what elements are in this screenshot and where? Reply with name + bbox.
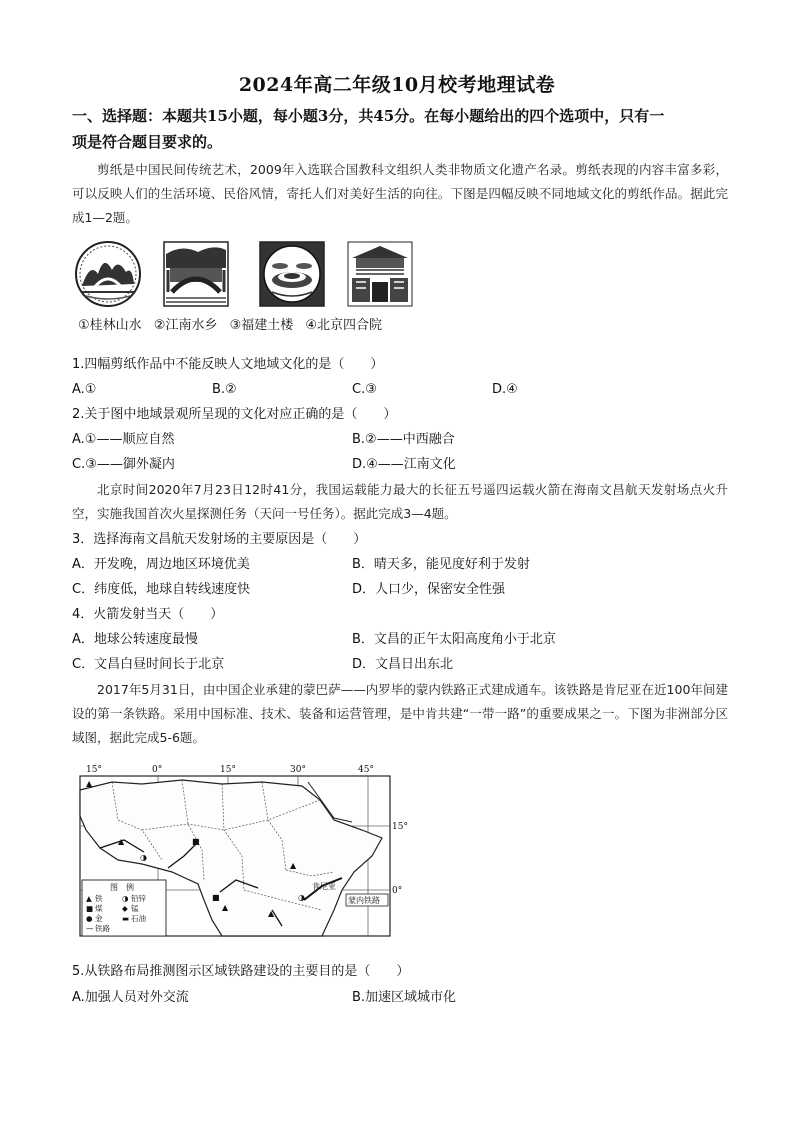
svg-text:▲: ▲	[86, 779, 93, 788]
q2-option-c[interactable]: C.③——御外凝内	[72, 457, 175, 472]
q4-option-a[interactable]: A．地球公转速度最慢	[72, 632, 198, 647]
q3-option-b[interactable]: B．晴天多，能见度好利于发射	[352, 557, 530, 572]
question-2-stem: 2.关于图中地域景观所呈现的文化对应正确的是（ ）	[72, 407, 397, 422]
q1-option-d[interactable]: D.④	[492, 382, 518, 397]
svg-text:—: —	[86, 924, 94, 933]
longitude-labels	[86, 765, 374, 775]
svg-text:◑: ◑	[122, 894, 129, 903]
q5-option-b[interactable]: B.加速区域城市化	[352, 990, 457, 1005]
q1-option-a[interactable]: A.①	[72, 382, 97, 397]
caption-guilin: ①桂林山水	[78, 318, 142, 333]
svg-text:铅锌: 铅锌	[131, 894, 146, 903]
svg-text:0°: 0°	[152, 765, 163, 775]
passage-papercut: 剪纸是中国民间传统艺术，2009年入选联合国教科文组织人类非物质文化遗产名录。剪纸表现的内容丰富多彩，可以反映人们的生活环境、民俗风情，寄托人们对美好生活的向往。下图是四幅反映不同地域文化的剪纸作品。据此完成1—2题。	[72, 162, 728, 225]
svg-text:铁: 铁	[95, 894, 103, 903]
picture-captions	[78, 314, 390, 333]
q4-option-d[interactable]: D．文昌日出东北	[352, 657, 454, 672]
africa-region-map	[72, 760, 408, 945]
svg-text:15°: 15°	[86, 765, 102, 775]
caption-fujian: ③福建土楼	[229, 318, 294, 333]
svg-text:◑: ◑	[140, 853, 147, 862]
svg-text:▲: ▲	[86, 894, 92, 903]
svg-text:■: ■	[86, 904, 94, 913]
q2-option-b[interactable]: B.②——中西融合	[352, 432, 455, 447]
question-4-stem: 4．火箭发射当天（ ）	[72, 607, 224, 622]
section-heading-line1: 一、选择题：本题共15小题，每小题3分，共45分。在每小题给出的四个选项中，只有一	[72, 107, 665, 125]
svg-text:◆: ◆	[122, 904, 128, 913]
latitude-labels	[392, 822, 408, 896]
svg-text:锰: 锰	[131, 904, 139, 913]
svg-text:15°: 15°	[392, 822, 408, 832]
svg-text:▲: ▲	[222, 903, 229, 912]
fujian-tulou-icon	[258, 240, 326, 316]
q5-option-a[interactable]: A.加强人员对外交流	[72, 990, 189, 1005]
svg-text:15°: 15°	[220, 765, 236, 775]
svg-text:图 例: 图 例	[110, 883, 134, 892]
svg-text:30°: 30°	[290, 765, 306, 775]
q3-option-d[interactable]: D．人口少，保密安全性强	[352, 582, 506, 597]
q4-option-b[interactable]: B．文昌的正午太阳高度角小于北京	[352, 632, 556, 647]
passage-railway: 2017年5月31日，由中国企业承建的蒙巴萨——内罗毕的蒙内铁路正式建成通车。该铁路是肯尼亚在近100年间建设的第一条铁路。采用中国标准、技术、装备和运营管理，是中肯共建“一带一路”的重要成果之一。下图为非洲部分区域图，据此完成5-6题。	[72, 682, 728, 745]
question-5-stem: 5.从铁路布局推测图示区域铁路建设的主要目的是（ ）	[72, 964, 410, 979]
svg-text:◑: ◑	[298, 893, 305, 902]
svg-text:■: ■	[212, 893, 220, 902]
passage-rocket-launch: 北京时间2020年7月23日12时41分，我国运载能力最大的长征五号遥四运载火箭在海南文昌航天发射场点火升空，实施我国首次火星探测任务（天问一号任务）。据此完成3—4题。	[72, 482, 728, 521]
svg-text:0°: 0°	[392, 886, 403, 896]
q3-option-a[interactable]: A．开发晚，周边地区环境优美	[72, 557, 250, 572]
q4-option-c[interactable]: C．文昌白昼时间长于北京	[72, 657, 225, 672]
q3-option-c[interactable]: C．纬度低，地球自转线速度快	[72, 582, 251, 597]
q1-option-b[interactable]: B.②	[212, 382, 237, 397]
page-title: 2024年高二年级10月校考地理试卷	[238, 74, 556, 96]
section-heading-line2: 项是符合题目要求的。	[72, 133, 223, 151]
svg-text:金: 金	[95, 914, 103, 923]
q2-option-a[interactable]: A.①——顺应自然	[72, 432, 175, 447]
question-3-stem: 3．选择海南文昌航天发射场的主要原因是（ ）	[72, 532, 367, 547]
q1-option-c[interactable]: C.③	[352, 382, 377, 397]
svg-text:石油: 石油	[131, 914, 146, 923]
svg-text:●: ●	[86, 914, 93, 923]
svg-text:■: ■	[192, 837, 200, 846]
svg-text:铁路: 铁路	[95, 924, 110, 933]
kenya-label: 肯尼亚	[312, 882, 336, 891]
question-1-stem: 1.四幅剪纸作品中不能反映人文地域文化的是（ ）	[72, 357, 384, 372]
svg-text:▬: ▬	[122, 914, 130, 923]
svg-text:▲: ▲	[268, 909, 275, 918]
svg-text:▲: ▲	[118, 837, 125, 846]
svg-text:▲: ▲	[290, 861, 297, 870]
map-legend	[82, 880, 166, 936]
caption-beijing: ④北京四合院	[305, 318, 383, 333]
beijing-siheyuan-icon	[346, 240, 414, 316]
svg-text:煤: 煤	[95, 904, 103, 913]
q2-option-d[interactable]: D.④——江南文化	[352, 457, 456, 472]
guilin-landscape-icon	[74, 240, 142, 316]
jiangnan-water-town-icon	[162, 240, 230, 316]
mombasa-nairobi-railway-label: 蒙内铁路	[348, 896, 380, 905]
caption-jiangnan: ②江南水乡	[153, 318, 218, 333]
svg-text:45°: 45°	[358, 765, 374, 775]
